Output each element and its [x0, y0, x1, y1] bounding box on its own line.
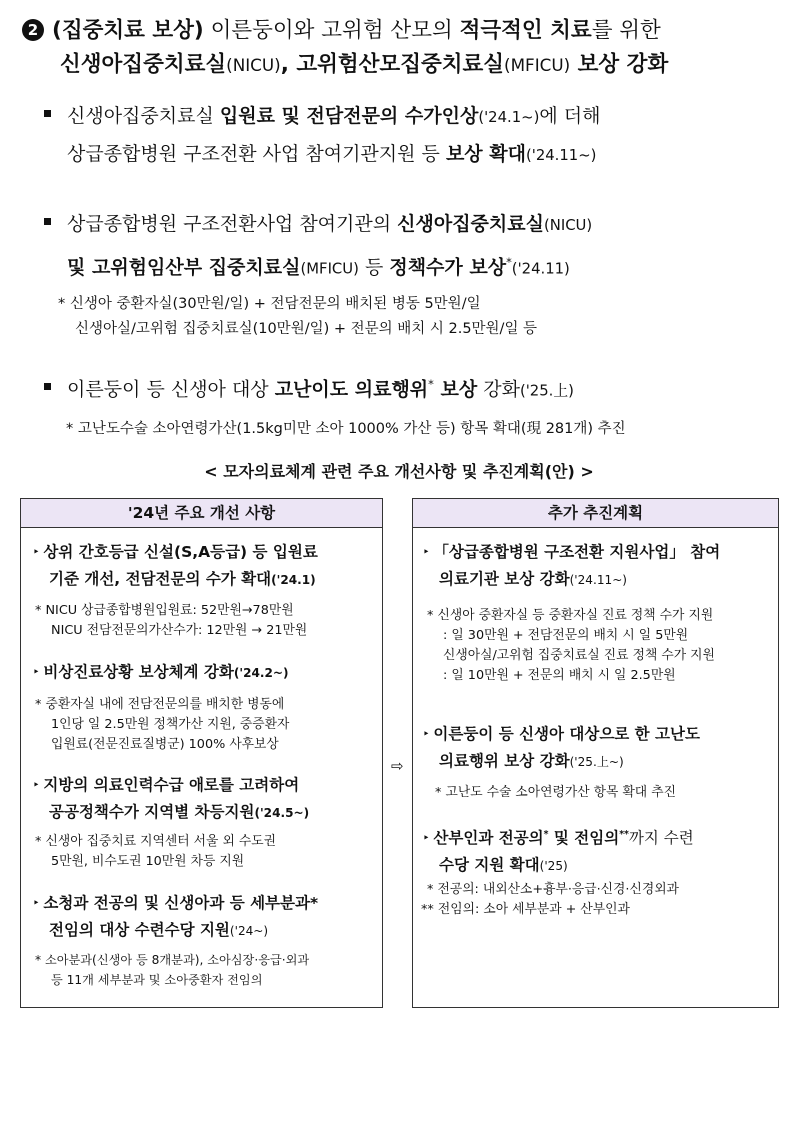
bullet-text: 상급종합병원 구조전환 사업 참여기관지원 등	[67, 143, 446, 165]
bullet-emphasis: 보상	[433, 378, 478, 401]
bullet-text: 이른둥이 등 신생아 대상	[67, 378, 275, 401]
note-line: 등 11개 세부분과 및 소아중환자 전임의	[51, 973, 263, 987]
triangle-bullet-icon: ‣	[423, 833, 430, 845]
list-item	[33, 890, 318, 945]
note-line: 1인당 일 2.5만원 정책가산 지원, 중증환자	[51, 717, 290, 732]
item-text: 전임의 대상 수련수당 지원	[49, 921, 230, 939]
square-bullet-icon	[44, 383, 51, 390]
footnote-mark: *	[543, 829, 549, 840]
list-item	[33, 659, 289, 687]
item-date: ('25)	[539, 859, 568, 874]
list-item	[423, 821, 694, 880]
heading-text: 를 위한	[591, 18, 661, 43]
item-note	[35, 601, 307, 641]
heading-text: 이른둥이와 고위험 산모의	[203, 18, 460, 43]
note-line: : 일 10만원 + 전문의 배치 시 일 2.5만원	[443, 668, 676, 683]
note-line: 5만원, 비수도권 10만원 차등 지원	[51, 854, 245, 869]
item-text: 소청과 전공의 및 신생아과 등 세부분과*	[43, 894, 319, 912]
bullet-date: ('25.上)	[519, 382, 574, 400]
heading-abbr: (MFICU)	[504, 55, 571, 75]
bullet-date: ('24.11)	[511, 260, 570, 278]
note-line: * 소아분과(신생아 등 8개분과), 소아심장·응급·외과	[35, 953, 310, 967]
right-plans-box	[412, 498, 779, 1008]
bullet-emphasis: 입원료 및 전담전문의 수가인상	[219, 105, 479, 127]
right-arrow-icon: ⇨	[391, 757, 404, 775]
bullet-note: * 신생아 중환자실(30만원/일) + 전담전문의 배치된 병동 5만원/일	[58, 296, 481, 312]
item-text: 기준 개선, 전담전문의 수가 확대	[49, 570, 272, 588]
note-line: 신생아실/고위험 집중치료실 진료 정책 수가 지원	[443, 648, 715, 663]
note-line: * 신생아 집중치료 지역센터 서울 외 수도권	[35, 834, 276, 849]
bullet-text: 상급종합병원 구조전환사업 참여기관의	[67, 213, 398, 235]
triangle-bullet-icon: ‣	[33, 667, 40, 678]
item-text: 수당 지원 확대	[439, 856, 540, 875]
square-bullet-icon	[44, 218, 51, 225]
note-line: * 전공의: 내외산소+흉부·응급·신경·신경외과	[427, 882, 679, 897]
triangle-bullet-icon: ‣	[33, 780, 40, 791]
bullet-item	[44, 98, 600, 174]
item-note	[35, 695, 289, 755]
triangle-bullet-icon: ‣	[423, 547, 430, 558]
note-line: NICU 전담전문의가산수가: 12만원 → 21만원	[51, 623, 308, 638]
list-item	[33, 539, 318, 594]
number-marker: 2	[22, 19, 44, 41]
table-caption: < 모자의료체계 관련 주요 개선사항 및 추진계획(안) >	[204, 462, 594, 481]
item-text: 공공정책수가 지역별 차등지원	[49, 803, 255, 821]
bullet-emphasis: 고난이도 의료행위	[274, 378, 429, 401]
note-line: ** 전임의: 소아 세부분과 + 산부인과	[421, 902, 630, 917]
triangle-bullet-icon: ‣	[423, 729, 430, 740]
item-note	[35, 950, 309, 990]
bullet-abbr: (NICU)	[543, 217, 593, 234]
bullet-emphasis: 및 고위험임산부 집중치료실	[67, 256, 301, 279]
footnote-mark: *	[506, 255, 512, 269]
note-line: * 신생아 중환자실 등 중환자실 진료 정책 수가 지원	[427, 608, 714, 623]
note-line: : 일 30만원 + 전담전문의 배치 시 일 5만원	[443, 628, 689, 643]
footnote-mark: **	[619, 829, 629, 840]
bullet-text: 에 더해	[539, 105, 601, 127]
section-heading	[22, 14, 782, 82]
bullet-abbr: (MFICU)	[300, 260, 359, 278]
item-date: ('24.2~)	[233, 666, 289, 680]
square-bullet-icon	[44, 110, 51, 117]
item-date: ('24.11~)	[569, 573, 628, 587]
heading-tag: (집중치료 보상)	[52, 18, 204, 43]
bullet-text: 신생아집중치료실	[67, 105, 220, 127]
item-text: 의료행위 보상 강화	[439, 752, 570, 770]
heading-emphasis: , 고위험산모집중치료실	[280, 52, 505, 77]
item-text: 상위 간호등급 신설(S,A등급) 등 입원료	[43, 543, 318, 561]
bullet-text: 강화	[477, 378, 520, 401]
triangle-bullet-icon: ‣	[33, 898, 40, 909]
note-line: * 중환자실 내에 전담전문의를 배치한 병동에	[35, 697, 285, 712]
note-line: 입원료(전문진료질병군) 100% 사후보상	[51, 737, 279, 752]
bullet-emphasis: 정책수가 보상	[389, 256, 507, 279]
list-item	[423, 721, 700, 776]
item-text: 산부인과 전공의	[433, 829, 544, 848]
bullet-note: 신생아실/고위험 집중치료실(10만원/일) + 전문의 배치 시 2.5만원/일 등	[75, 321, 538, 337]
heading-emphasis: 적극적인 치료	[459, 18, 592, 43]
item-date: ('24.1)	[271, 573, 316, 587]
item-text: 「상급종합병원 구조전환 지원사업」 참여	[433, 543, 721, 561]
item-text: 및 전임의	[548, 829, 620, 848]
bullet-note: * 고난도수술 소아연령가산(1.5kg미만 소아 1000% 가산 등) 항목 확대(現 281개) 추진	[66, 421, 626, 437]
right-box-title: 추가 추진계획	[413, 499, 778, 528]
note-line: * NICU 상급종합병원입원료: 52만원→78만원	[35, 603, 294, 618]
heading-emphasis: 신생아집중치료실	[60, 52, 227, 77]
item-date: ('25.上~)	[569, 755, 624, 769]
item-date: ('24.5~)	[254, 806, 310, 820]
item-note	[35, 832, 276, 872]
item-note	[427, 606, 715, 686]
note-line: * 고난도 수술 소아연령가산 항목 확대 추진	[435, 785, 676, 800]
left-box-title: '24년 주요 개선 사항	[21, 499, 382, 528]
bullet-date: ('24.11~)	[525, 147, 597, 164]
item-text: 까지 수련	[628, 829, 694, 848]
list-item	[423, 539, 720, 594]
item-note	[435, 783, 676, 803]
list-item	[33, 772, 309, 827]
item-date: ('24~)	[229, 924, 269, 938]
item-text: 이른둥이 등 신생아 대상으로 한 고난도	[433, 725, 700, 743]
bullet-item	[44, 206, 592, 287]
bullet-item	[44, 366, 574, 409]
bullet-date: ('24.1~)	[478, 109, 540, 126]
heading-abbr: (NICU)	[226, 55, 281, 75]
bullet-text: 등	[358, 256, 390, 279]
footnote-mark: *	[428, 377, 434, 391]
item-text: 비상진료상황 보상체계 강화	[43, 663, 234, 681]
triangle-bullet-icon: ‣	[33, 547, 40, 558]
left-improvements-box	[20, 498, 383, 1008]
heading-emphasis: 보상 강화	[570, 52, 669, 77]
item-text: 지방의 의료인력수급 애로를 고려하여	[43, 776, 300, 794]
bullet-emphasis: 신생아집중치료실	[397, 213, 544, 235]
bullet-emphasis: 보상 확대	[445, 143, 526, 165]
item-text: 의료기관 보상 강화	[439, 570, 570, 588]
item-note	[421, 880, 679, 920]
